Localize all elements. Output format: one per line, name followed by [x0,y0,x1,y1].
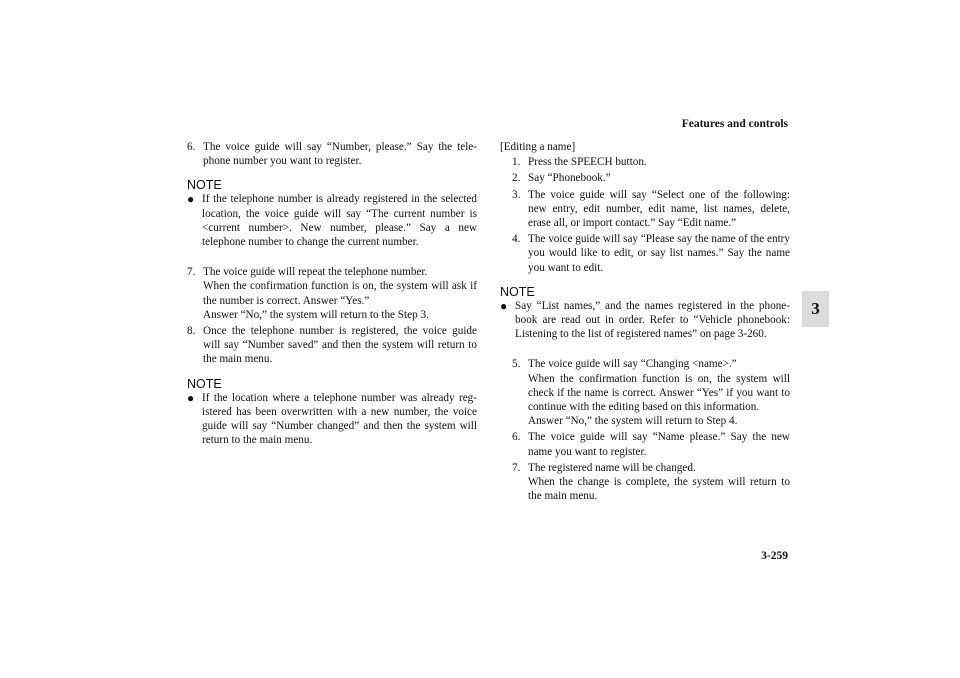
step-2 [500,171,790,185]
step-text-line: The voice guide will repeat the telephone number. [203,266,428,279]
section-header: Features and controls [681,118,788,130]
note-text: If the telephone number is already registered in the selected location, the voice guide will say “The current number is <current number>. New number, please.” Say a new telephone number to change the current number. [202,193,477,249]
note-label: NOTE [187,178,222,193]
step-4 [500,232,790,275]
step-text: Say “Phonebook.” [528,172,611,185]
step-text-line: Answer “No,” the system will return to Step 4. [528,415,738,428]
step-text-line: When the change is complete, the system will return to the main menu. [528,476,790,503]
bullet-icon: ● [500,298,508,313]
step-number: 3. [512,188,521,201]
step-number: 1. [512,156,521,169]
note-text: Say “List names,” and the names registered in the phone-book are read out in order. Refer to “Vehicle phonebook: Listening to the list of registered names” on page 3-260. [515,299,790,341]
step-text: The voice guide will say “Name please.” Say the new name you want to register. [528,431,790,458]
step-text: Press the SPEECH button. [528,156,647,169]
step-number: 2. [512,172,521,185]
step-text-line: Answer “No,” the system will return to the Step 3. [203,308,429,321]
bullet-icon: ● [187,390,195,405]
step-text-line: When the confirmation function is on, the system will ask if the number is correct. Answer “Yes.” [203,280,477,307]
step-text-line: When the confirmation function is on, the system will check if the name is correct. Answer “Yes” if you want to continue with the editing based on this information. [528,372,790,414]
left-column [187,140,477,455]
step-6 [500,430,790,458]
page-number: 3-259 [761,550,788,562]
step-text-line: The voice guide will say “Changing <name>.” [528,358,737,371]
step-number: 7. [512,461,521,474]
step-7 [500,461,790,504]
step-3 [500,188,790,231]
chapter-tab: 3 [802,291,829,327]
step-text: The voice guide will say “Number, please.” Say the tele-phone number you want to register. [203,141,477,168]
step-number: 8. [187,325,196,338]
section-heading: [Editing a name] [500,141,576,153]
step-5 [500,357,790,428]
step-1 [500,155,790,169]
step-number: 6. [187,141,196,153]
step-text-line: The registered name will be changed. [528,461,696,474]
step-number: 5. [512,358,521,371]
note-label: NOTE [187,376,222,391]
note-1 [187,192,477,249]
step-text: Once the telephone number is registered, the voice guide will say “Number saved” and then the system will return to the main menu. [203,325,477,366]
step-number: 7. [187,266,196,279]
note-label: NOTE [500,284,535,299]
note-text: If the location where a telephone number was already reg-istered has been overwritten with a new number, the voice guide will say “Number changed” and then the system will return to the main menu. [202,391,477,447]
note [500,299,790,342]
step-number: 6. [512,431,521,444]
step-6 [187,140,477,168]
step-text: The voice guide will say “Select one of the following: new entry, edit number, edit name, list names, delete, erase all, or import contact.” Say “Edit name.” [528,188,790,230]
step-number: 4. [512,233,521,246]
right-column [500,140,790,505]
bullet-icon: ● [187,192,195,207]
step-8 [187,324,477,367]
note-2 [187,391,477,448]
step-7 [187,265,477,322]
step-text: The voice guide will say “Please say the name of the entry you would like to edit, or say list names.” Say the name you want to edit. [528,233,790,274]
